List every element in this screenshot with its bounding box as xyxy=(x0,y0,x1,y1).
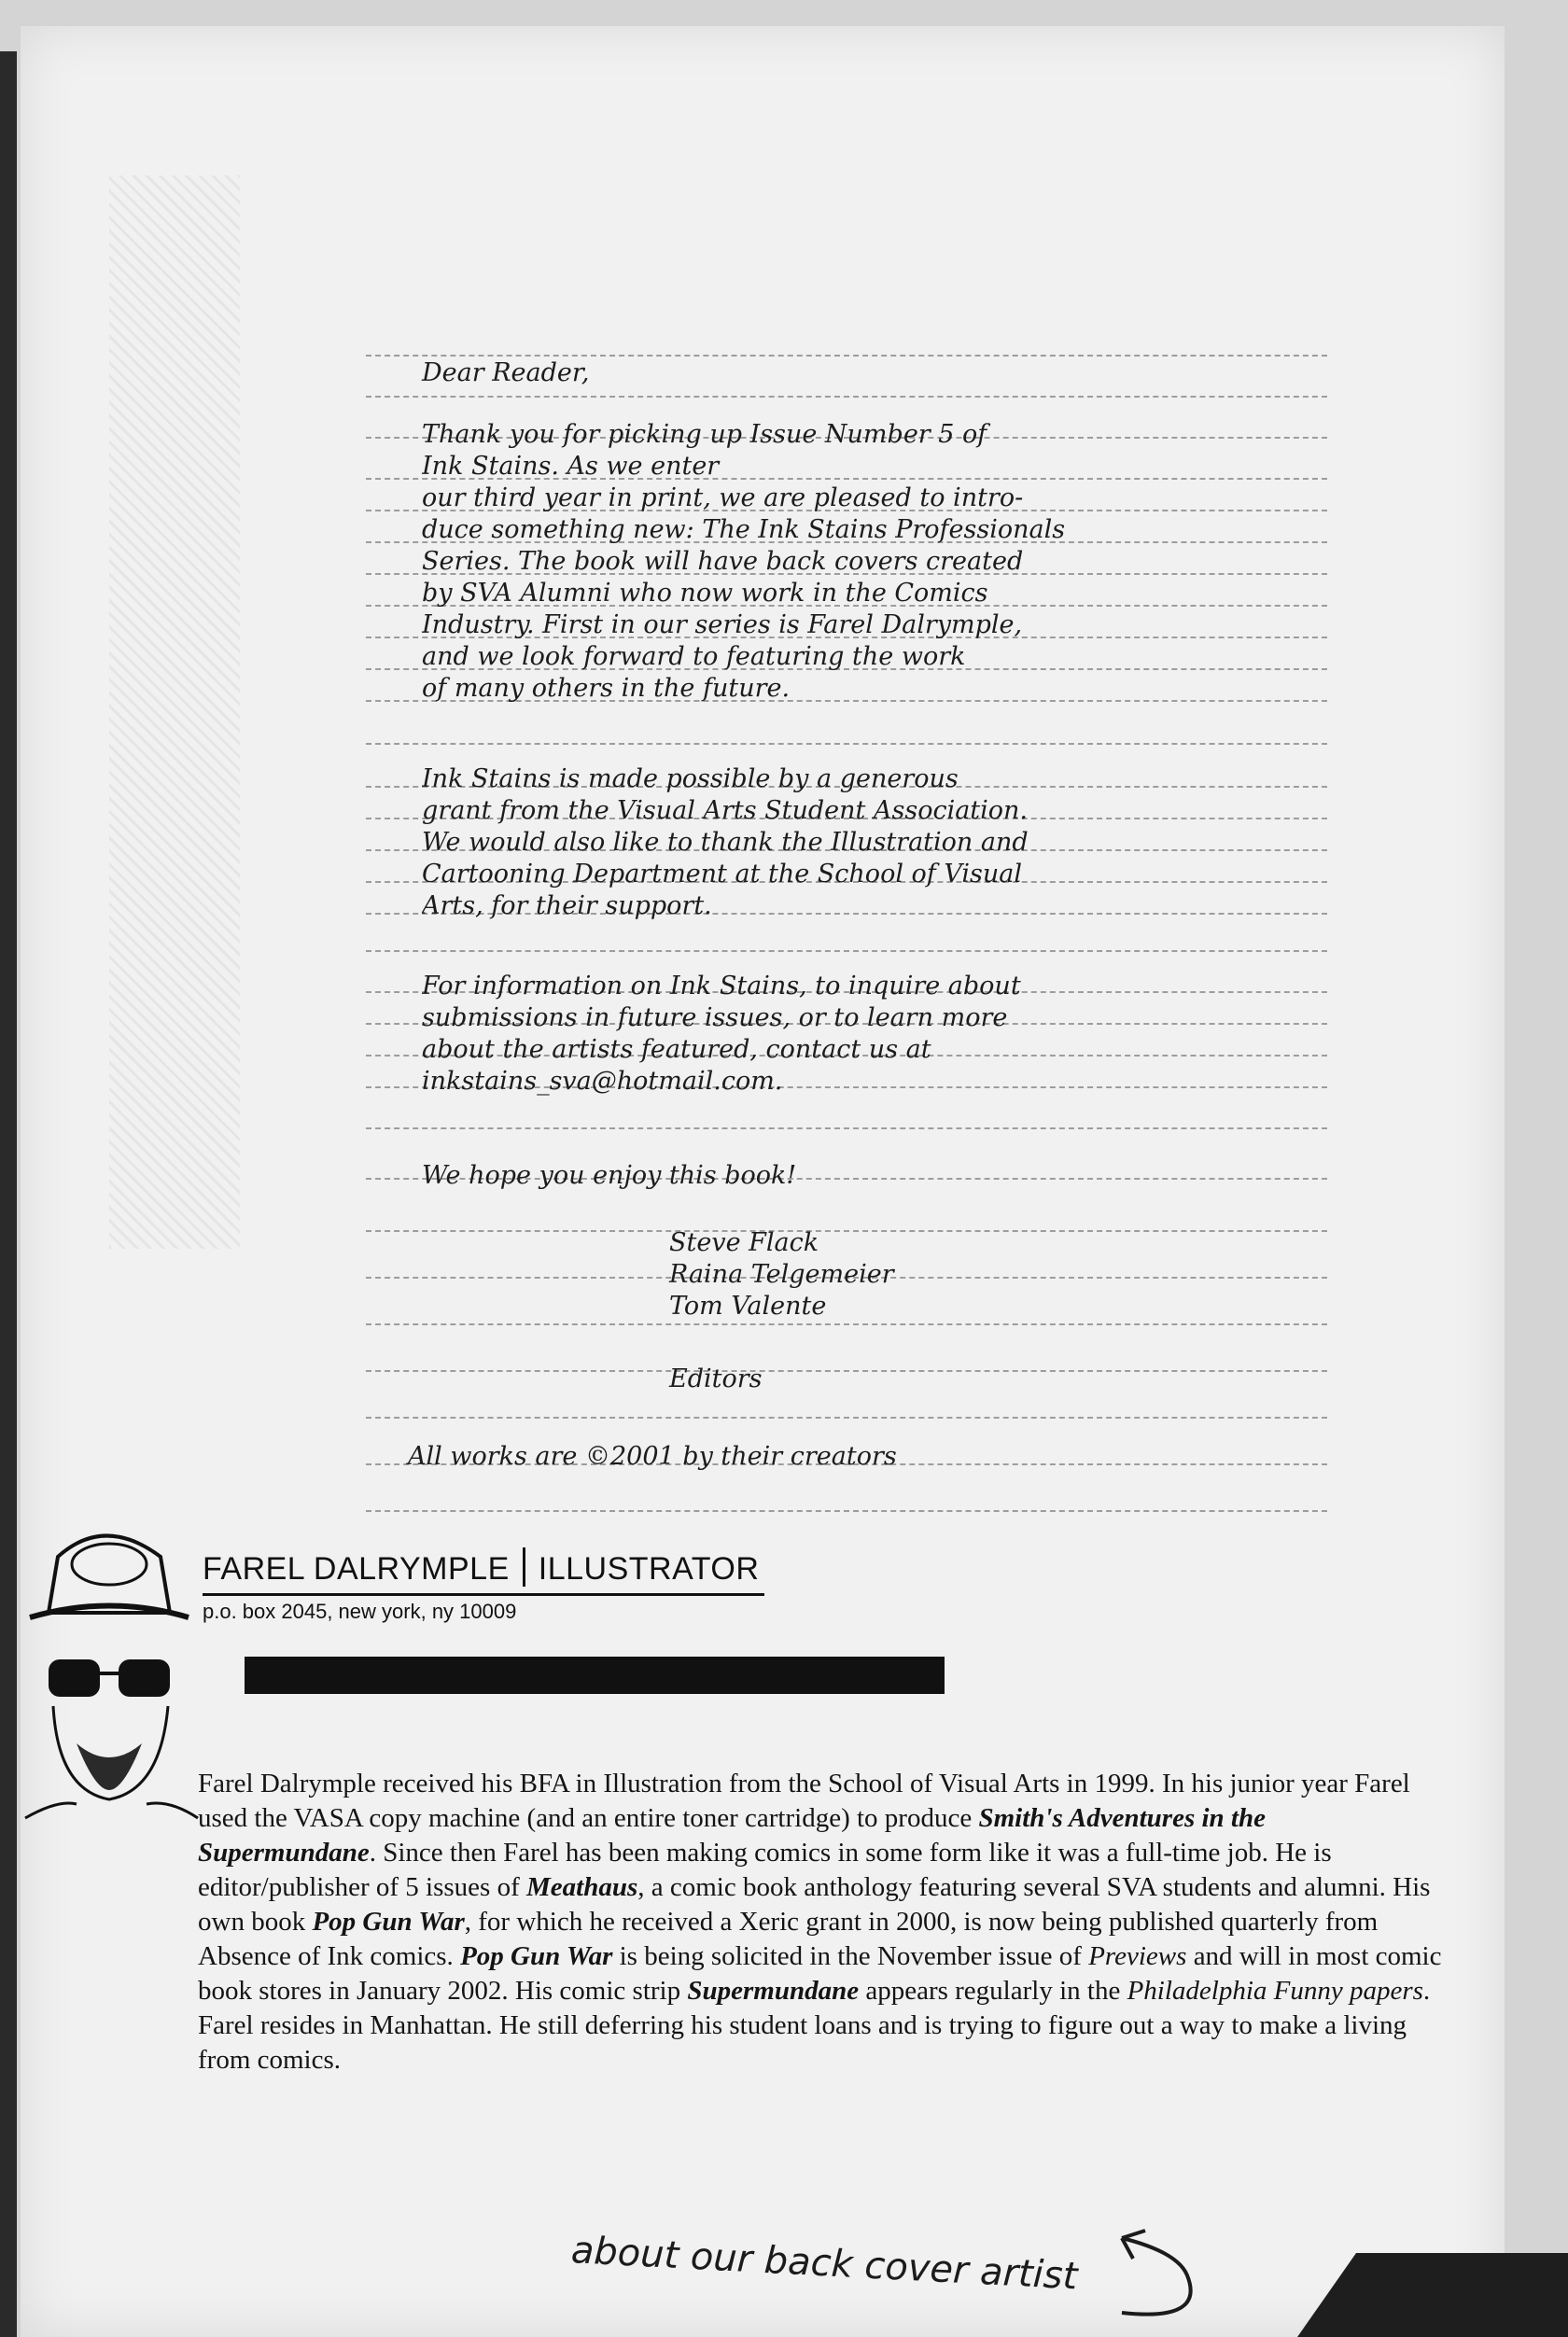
letter-line: submissions in future issues, or to learn more xyxy=(422,1003,1008,1032)
letter-line: and we look forward to featuring the work xyxy=(422,642,966,671)
copyright-line: All works are ©2001 by their creators xyxy=(408,1442,897,1471)
bio-text: , for which he received a Xeric grant in 2000, is now being published quarterly from Absence of Ink comics. xyxy=(198,1907,1379,1971)
letter-paragraph-1 xyxy=(422,419,1309,705)
letter-line: Thank you for picking up Issue Number 5 of xyxy=(422,420,987,449)
ruled-line xyxy=(366,1127,1327,1129)
bio-text: Farel Dalrymple received his BFA in Illustration from the School of Visual Arts in 1999. In his junior year Farel used the VASA copy machine (and an entire toner cartridge) to produce xyxy=(198,1769,1410,1833)
letter-salutation: Dear Reader, xyxy=(422,358,590,387)
artist-name: FAREL DALRYMPLE xyxy=(203,1551,510,1587)
ruled-line xyxy=(366,396,1327,398)
bio-title: Philadelphia Funny papers xyxy=(1127,1976,1423,2006)
ruled-line xyxy=(366,1323,1327,1325)
letter-line: inkstains_sva@hotmail.com. xyxy=(422,1067,783,1096)
handwritten-letter xyxy=(366,297,1327,1529)
ruled-line xyxy=(366,950,1327,952)
redaction-bar xyxy=(245,1657,945,1694)
bio-title: Supermundane xyxy=(687,1976,860,2006)
artist-address: p.o. box 2045, new york, ny 10009 xyxy=(203,1600,517,1623)
letter-line: of many others in the future. xyxy=(422,674,791,703)
bio-text: , a comic book anthology featuring several SVA students and alumni. His own book xyxy=(198,1872,1431,1937)
bio-text: appears regularly in the xyxy=(859,1976,1127,2006)
ruled-line xyxy=(366,1510,1327,1512)
artist-title: ILLUSTRATOR xyxy=(538,1551,760,1587)
ruled-line xyxy=(366,355,1327,357)
artist-portrait-illustration xyxy=(21,1519,207,1827)
bio-title: Pop Gun War xyxy=(460,1941,613,1971)
letter-paragraph-3 xyxy=(422,971,1309,1098)
handwritten-note: about our back cover artist xyxy=(569,2229,1079,2299)
letter-line: We would also like to thank the Illustration and xyxy=(422,828,1029,857)
signature: Tom Valente xyxy=(669,1292,827,1321)
letter-line: duce something new: The Ink Stains Professionals xyxy=(422,515,1066,544)
title-separator xyxy=(523,1547,525,1587)
letter-line: Series. The book will have back covers created xyxy=(422,547,1024,576)
letter-line: Cartooning Department at the School of Visual xyxy=(422,860,1023,889)
letter-paragraph-2 xyxy=(422,763,1309,922)
letter-line: by SVA Alumni who now work in the Comics xyxy=(422,579,988,608)
signature: Raina Telgemeier xyxy=(669,1260,894,1289)
bio-text: . Since then Farel has been making comics in some form like it was a full-time job. He is editor/publisher of 5 issues of xyxy=(198,1838,1332,1902)
ruled-line xyxy=(366,743,1327,745)
bio-text: and will in most comic book stores in January 2002. His comic strip xyxy=(198,1941,1442,2006)
letter-line: Ink Stains is made possible by a generous xyxy=(422,764,959,793)
letter-line: For information on Ink Stains, to inquire about xyxy=(422,972,1021,1001)
bio-title: Smith's Adventures in the Supermundane xyxy=(198,1803,1266,1868)
letter-line: grant from the Visual Arts Student Association. xyxy=(422,796,1029,825)
artist-bio xyxy=(198,1767,1449,2078)
artist-name-title xyxy=(203,1547,764,1596)
signature: Steve Flack xyxy=(669,1228,819,1257)
letter-line: Industry. First in our series is Farel Dalrymple, xyxy=(422,610,1023,639)
artist-header xyxy=(203,1547,856,1624)
letter-line: about the artists featured, contact us at xyxy=(422,1035,931,1064)
book-edge xyxy=(0,51,17,2337)
ruled-line xyxy=(366,1230,1327,1232)
bio-title: Previews xyxy=(1088,1941,1187,1971)
ruled-line xyxy=(366,1417,1327,1419)
bio-title: Pop Gun War xyxy=(312,1907,465,1937)
page xyxy=(21,26,1505,2337)
bio-title: Meathaus xyxy=(525,1872,638,1902)
letter-line: Arts, for their support. xyxy=(422,891,712,920)
editors-label: Editors xyxy=(669,1364,763,1393)
letter-closing: We hope you enjoy this book! xyxy=(422,1161,797,1190)
bleed-through-shadow xyxy=(109,175,240,1249)
ruled-line xyxy=(366,1370,1327,1372)
letter-line: our third year in print, we are pleased to intro- xyxy=(422,483,1024,512)
bio-text: . Farel resides in Manhattan. He still deferring his student loans and is trying to figure out a way to make a living from comics. xyxy=(198,1976,1431,2075)
curved-arrow-icon xyxy=(1103,2219,1234,2331)
bio-text: is being solicited in the November issue of xyxy=(612,1941,1089,1971)
letter-line: Ink Stains. As we enter xyxy=(422,452,720,481)
